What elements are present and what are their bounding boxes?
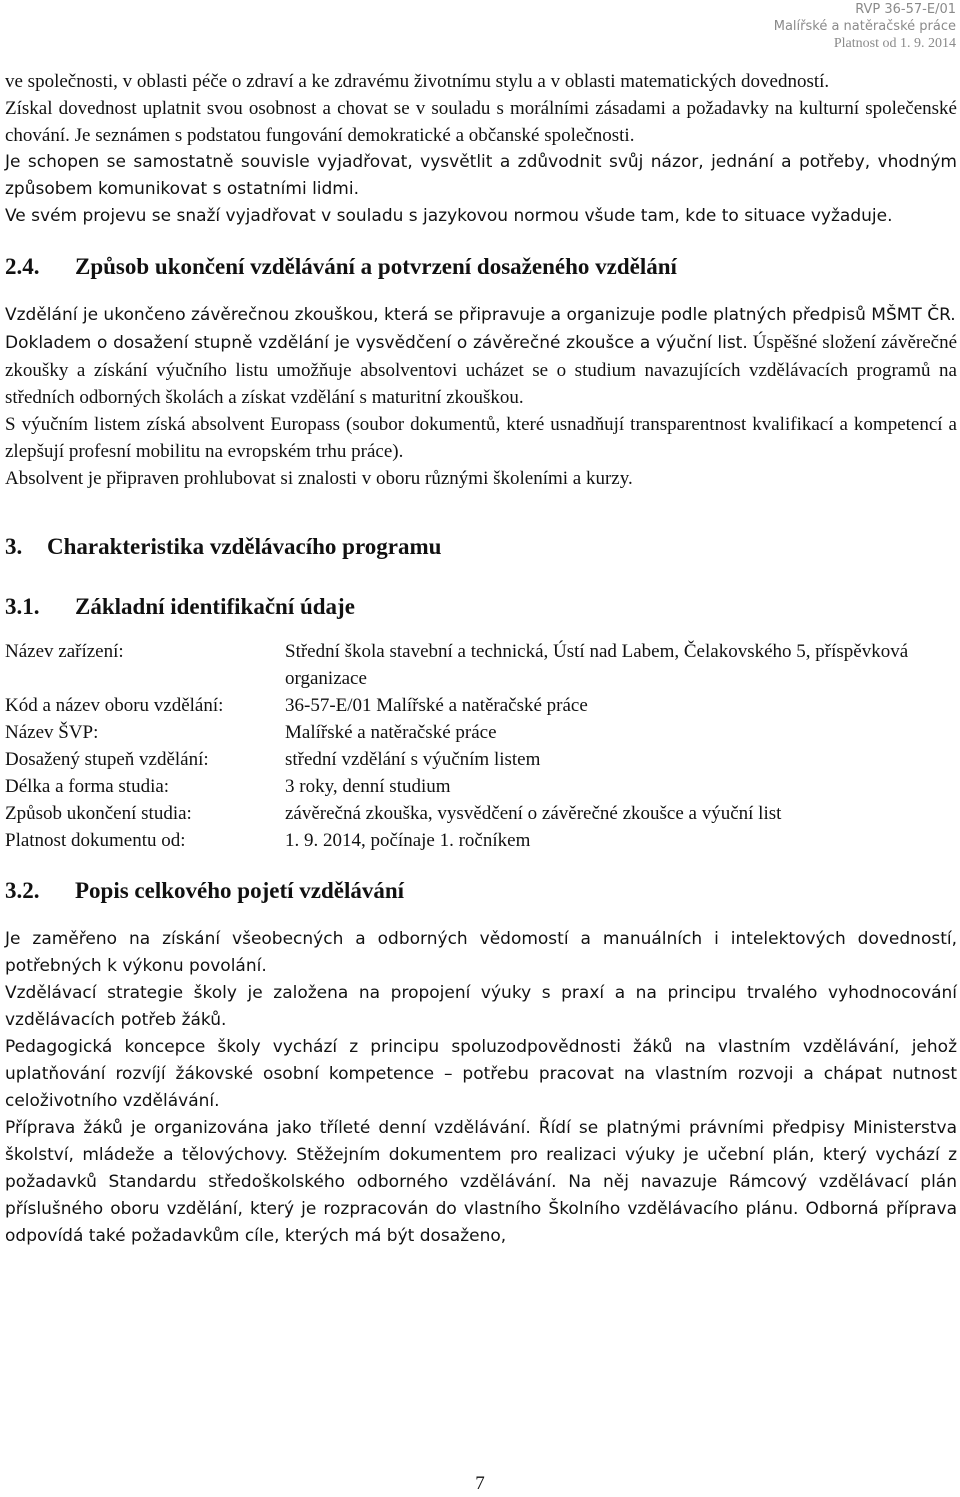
- id-label-name: Název zařízení:: [5, 641, 124, 662]
- section-3-title: Charakteristika vzdělávacího programu: [47, 534, 442, 559]
- id-label-level: Dosažený stupeň vzdělání:: [5, 749, 209, 770]
- section-2-4-number: 2.4.: [5, 254, 40, 279]
- section-3-2-heading: [5, 876, 957, 906]
- id-label-completion: Způsob ukončení studia:: [5, 803, 192, 824]
- section-3-1-number: 3.1.: [5, 594, 40, 619]
- id-value-svp: Malířské a natěračské práce: [285, 722, 497, 743]
- section-2-4-heading: [5, 252, 957, 282]
- intro-paragraph-3: Je schopen se samostatně souvisle vyjadřovat, vysvětlit a zdůvodnit svůj názor, jednání a potřeby, vhodným způsobem komunikovat s ostatními lidmi.: [5, 152, 957, 199]
- header-validity: Platnost od 1. 9. 2014: [833, 36, 956, 51]
- id-label-validity: Platnost dokumentu od:: [5, 830, 186, 851]
- intro-sans-block: [5, 149, 957, 230]
- section-3-2-paragraph-3: Pedagogická koncepce školy vychází z principu spoluzodpovědnosti žáků na vlastním vzdělávání, jehož uplatňování rozvíjí žákovské osobní kompetence – potřebu pracovat na vlastním rozvoji a chápat nutnost celoživotního vzdělávání.: [5, 1037, 957, 1111]
- main-content: [5, 68, 957, 1250]
- id-value-completion: závěrečná zkouška, vysvědčení o závěrečné zkoušce a výuční list: [285, 803, 782, 824]
- section-2-4-body: [5, 302, 957, 492]
- intro-paragraph-2: Získal dovednost uplatnit svou osobnost a chovat se v souladu s morálními zásadami a požadavky na kulturní společenské chování. Je seznámen s podstatou fungování demokratické a občanské společnosti.: [5, 98, 957, 146]
- section-2-4-title: Způsob ukončení vzdělávání a potvrzení dosaženého vzdělání: [75, 254, 677, 279]
- intro-paragraph-1: ve společnosti, v oblasti péče o zdraví a ke zdravému životnímu stylu a v oblasti matematických dovedností.: [5, 71, 830, 92]
- section-2-4-paragraph-4: Absolvent je připraven prohlubovat si znalosti v oboru různými školeními a kurzy.: [5, 468, 633, 489]
- section-3-1-title: Základní identifikační údaje: [75, 594, 355, 619]
- section-3-number: 3.: [5, 534, 23, 559]
- header-code: RVP 36-57-E/01: [855, 2, 956, 17]
- section-3-1-heading: [5, 592, 957, 622]
- section-2-4-paragraph-2b: Úspěšné složení závěrečné zkoušky a získání výučního listu umožňuje absolventovi ucházet se o studium navazujících vzdělávacích programů na středních odborných školách a získat vzdělání s maturitní zkouškou.: [5, 332, 958, 408]
- section-3-2-body: [5, 926, 957, 1250]
- section-3-2-paragraph-4: Příprava žáků je organizována jako tříleté denní vzdělávání. Řídí se platnými právními předpisy Ministerstva školství, mládeže a tělovýchovy. Stěžejním dokumentem pro realizaci výuky je učební plán, který vychází z požadavků Standardu středoškolského odborného vzdělávání. Na něj navazuje Rámcový vzdělávací plán příslušného oboru vzdělání, který je rozpracován do vlastního Školního vzdělávacího plánu. Odborná příprava odpovídá také požadavkům cíle, kterých má být dosaženo,: [5, 1118, 957, 1246]
- id-value-duration: 3 roky, denní studium: [285, 776, 451, 797]
- header-field: Malířské a natěračské práce: [773, 19, 956, 34]
- id-value-name: Střední škola stavební a technická, Ústí nad Labem, Čelakovského 5, příspěvková organizace: [285, 641, 909, 689]
- section-3-2-number: 3.2.: [5, 878, 40, 903]
- section-3-2-title: Popis celkového pojetí vzdělávání: [75, 878, 405, 903]
- identification-table: [5, 638, 957, 854]
- section-2-4-paragraph-1: Vzdělání je ukončeno závěrečnou zkouškou, která se připravuje a organizuje podle platných předpisů MŠMT ČR.: [5, 305, 956, 325]
- intro-paragraph-4: Ve svém projevu se snaží vyjadřovat v souladu s jazykovou normou všude tam, kde to situace vyžaduje.: [5, 206, 893, 226]
- id-value-code: 36-57-E/01 Malířské a natěračské práce: [285, 695, 588, 716]
- id-label-svp: Název ŠVP:: [5, 722, 99, 743]
- id-label-duration: Délka a forma studia:: [5, 776, 170, 797]
- section-2-4-paragraph-2a: Dokladem o dosažení stupně vzdělání je vysvědčení o závěrečné zkoušce a výuční list.: [5, 333, 748, 353]
- section-3-heading: [5, 532, 957, 562]
- section-2-4-paragraph-2: [5, 329, 957, 411]
- section-2-4-paragraph-3: S výučním listem získá absolvent Europass (soubor dokumentů, které usnadňují transparentnost kvalifikací a kompetencí a zlepšují profesní mobilitu na evropském trhu práce).: [5, 414, 957, 462]
- page-header: [774, 1, 956, 52]
- id-label-code: Kód a název oboru vzdělání:: [5, 695, 224, 716]
- section-3-2-paragraph-1: Je zaměřeno na získání všeobecných a odborných vědomostí a manuálních i intelektových dovedností, potřebných k výkonu povolání.: [5, 929, 957, 976]
- section-3-2-paragraph-2: Vzdělávací strategie školy je založena na propojení výuky s praxí a na principu trvalého vyhodnocování vzdělávacích potřeb žáků.: [5, 983, 957, 1030]
- id-value-level: střední vzdělání s výučním listem: [285, 749, 541, 770]
- page-number: 7: [475, 1473, 485, 1494]
- id-value-validity: 1. 9. 2014, počínaje 1. ročníkem: [285, 830, 531, 851]
